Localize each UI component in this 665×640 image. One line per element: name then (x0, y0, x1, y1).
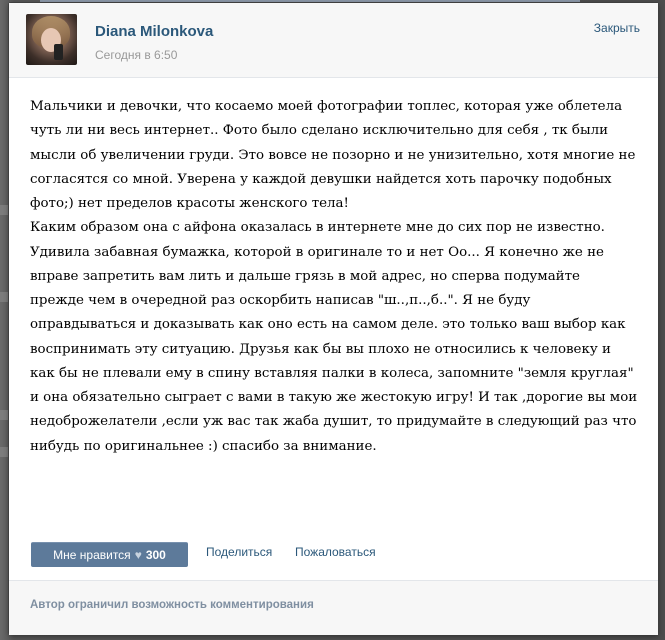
author-name[interactable]: Diana Milonkova (95, 23, 214, 40)
share-link[interactable]: Поделиться (206, 545, 273, 559)
avatar-phone (54, 44, 63, 60)
comments-disabled-notice: Автор ограничил возможность комментирования (30, 599, 314, 611)
post-date[interactable]: Сегодня в 6:50 (95, 48, 178, 62)
avatar[interactable] (26, 14, 77, 65)
like-label: Мне нравится (53, 548, 131, 562)
post-text: Мальчики и девочки, что косаемо моей фотографии топлес, которая уже облетела чуть ли ни весь интернет.. Фото было сделано исключительно для себя , тк были мысли об увеличении груди. Это вовсе не позорно и не унизительно, хотя многие не согласятся со мной. Уверена у каждой девушки найдется хоть парочку подобных фото;) нет пределов красоты женского тела! Каким образом она с айфона оказалась в интернете мне до сих пор не известно. Удивила забавная бумажка, которой в оригинале то и нет Оо... Я конечно же не вправе запретить вам лить и дальше грязь в мой адрес, но сперва подумайте прежде чем в очередной раз оскорбить написав "ш..,п..,б..". Я не буду оправдываться и доказывать как оно есть на самом деле. это только ваш выбор как воспринимать эту ситуацию. Друзья как бы вы плохо не относились к человеку и как бы не плевали ему в спину вставляя палки в колеса, запомните "земля круглая" и она обязательно сыграет с вами в такую же жестокую игру! И так ,дорогие вы мои недоброжелатели ,если уж вас так жаба душит, то придумайте в следующий раз что нибудь по оригинальнее :) спасибо за внимание. (30, 99, 638, 454)
close-button[interactable]: Закрыть (593, 21, 640, 35)
like-count: 300 (145, 548, 166, 562)
post-header (9, 3, 658, 78)
like-button[interactable] (31, 542, 188, 567)
report-link[interactable]: Пожаловаться (295, 545, 376, 559)
heart-icon: ♥ (134, 548, 142, 562)
post-footer (9, 580, 658, 635)
post-modal (9, 3, 658, 634)
